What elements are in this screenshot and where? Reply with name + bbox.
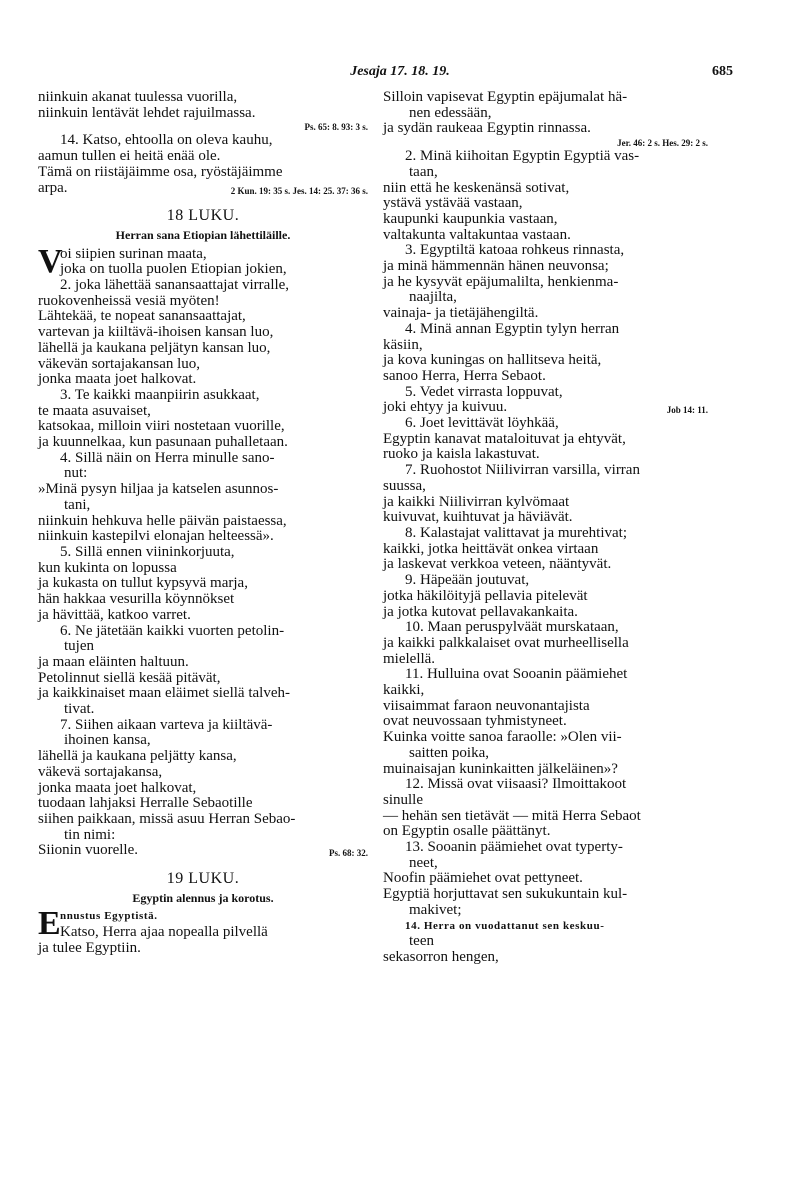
verse-line: oi siipien surinan maata, xyxy=(60,245,207,262)
verse-line: »Minä pysyn hiljaa ja katselen asunnos- xyxy=(38,481,279,498)
verse-line: neet, xyxy=(409,854,438,871)
cross-reference: Ps. 65: 8. 93: 3 s. xyxy=(304,122,368,133)
verse-line: 14. Katso, ehtoolla on oleva kauhu, xyxy=(60,132,273,149)
verse-line: hän hakkaa vesurilla köynnökset xyxy=(38,591,235,608)
verse-line: lähellä ja kaukana peljätyn kansan luo, xyxy=(38,339,271,356)
verse-block xyxy=(383,416,708,966)
verse-line: ja minä hämmennän hänen neuvonsa; xyxy=(383,258,609,275)
verse-line: kaikki, xyxy=(383,682,425,699)
chapter-subtitle: Herran sana Etiopian lähettiläille. xyxy=(115,227,291,242)
verse-line: tivat. xyxy=(64,701,95,718)
verse-line: 6. Joet levittävät löyhkää, xyxy=(405,415,559,432)
verse-line: naajilta, xyxy=(409,289,457,306)
verse-line: 4. Sillä näin on Herra minulle sano- xyxy=(60,449,275,466)
verse-line: niinkuin kastepilvi elonajan helteessä». xyxy=(38,528,274,545)
verse-line: ja kaikki Niilivirran kylvömaat xyxy=(383,493,570,510)
page-number: 685 xyxy=(712,64,733,79)
drop-cap: V xyxy=(38,242,63,280)
right-column xyxy=(383,90,708,966)
verse-line: 5. Vedet virrasta loppuvat, xyxy=(405,383,563,400)
verse-line: aamun tullen ei heitä enää ole. xyxy=(38,148,221,165)
verse-line: ystävä ystävää vastaan, xyxy=(383,195,523,212)
verse-line: on Egyptin osalle päättänyt. xyxy=(383,823,551,840)
verse-line: lähellä ja kaukana peljätty kansa, xyxy=(38,748,237,765)
cross-reference: Jer. 46: 2 s. Hes. 29: 2 s. xyxy=(617,138,708,149)
verse-line: niinkuin akanat tuulessa vuorilla, xyxy=(38,89,238,105)
verse-line: ja laskevat verkkoa veteen, nääntyvät. xyxy=(383,556,612,573)
verse-line: saitten poika, xyxy=(409,744,489,761)
verse-line: Katso, Herra ajaa nopealla pilvellä xyxy=(60,924,268,941)
verse-line: nen edessään, xyxy=(409,104,492,121)
verse-line: siihen paikkaan, missä asuu Herran Sebao- xyxy=(38,810,296,827)
verse-line: ruokovenheissä vesiä myöten! xyxy=(38,292,220,309)
verse-line: jonka maata joet halkovat, xyxy=(38,779,197,796)
verse-line: Egyptiä horjuttavat sen sukukuntain kul- xyxy=(383,886,628,903)
verse-line: väkevän sortajakansan luo, xyxy=(38,355,201,372)
verse-block xyxy=(38,133,368,180)
verse-line: 7. Ruohostot Niilivirran varsilla, virran xyxy=(405,462,640,479)
verse-line: ruoko ja kaisla lakastuvat. xyxy=(383,446,540,463)
verse-line: tuodaan lahjaksi Herralle Sebaotille xyxy=(38,795,253,812)
verse-line: viisaimmat faraon neuvonantajista xyxy=(383,697,590,714)
verse-line: 3. Egyptiltä katoaa rohkeus rinnasta, xyxy=(405,242,625,259)
verse-line: Egyptin kanavat mataloituvat ja ehtyvät, xyxy=(383,430,626,447)
verse-line: — hehän sen tietävät — mitä Herra Sebaot xyxy=(383,807,641,824)
verse-line: 6. Ne jätetään kaikki vuorten petolin- xyxy=(60,622,285,639)
verse-line: ja sydän raukeaa Egyptin rinnassa. xyxy=(383,120,591,137)
verse-line: jotka häkilöityjä pellavia pitelevät xyxy=(383,587,588,604)
verse-line: sinulle xyxy=(383,791,423,808)
verse-line: Silloin vapisevat Egyptin epäjumalat hä- xyxy=(383,89,628,105)
verse-line: Kuinka voitte sanoa faraolle: »Olen vii- xyxy=(383,729,622,746)
cross-reference: Job 14: 11. xyxy=(666,405,708,416)
verse-line: muinaisajan kuninkaitten jälkeläinen»? xyxy=(383,760,618,777)
verse-line: teen xyxy=(409,933,434,950)
verse-line: ja maan eläinten haltuun. xyxy=(38,653,189,670)
verse-line: kun kukinta on lopussa xyxy=(38,559,177,576)
verse-line: sanoo Herra, Herra Sebaot. xyxy=(383,367,546,384)
verse-line: nnustus Egyptistä. xyxy=(60,910,158,923)
verse-line: Tämä on riistäjäimme osa, ryöstäjäimme xyxy=(38,163,283,180)
verse-line: mielellä. xyxy=(383,650,436,667)
verse-line: te maata asuvaiset, xyxy=(38,402,151,419)
verse-block xyxy=(383,90,708,137)
cross-reference: Ps. 68: 32. xyxy=(329,848,368,859)
verse-line: ovat neuvossaan tyhmistyneet. xyxy=(383,713,567,730)
verse-line: katsokaa, milloin viiri nostetaan vuorille, xyxy=(38,418,285,435)
verse-line: vainaja- ja tietäjähengiltä. xyxy=(383,305,539,322)
verse-line: käsiin, xyxy=(383,336,423,353)
verse-line: joki ehtyy ja kuivuu. Job 14: 11. xyxy=(383,400,708,416)
verse-line: sekasorron hengen, xyxy=(383,948,499,965)
verse-line: niinkuin lentävät lehdet rajuilmassa. xyxy=(38,104,256,121)
verse-line: 5. Sillä ennen viininkorjuuta, xyxy=(60,543,235,560)
verse-line: jonka maata joet halkovat. xyxy=(38,371,197,388)
verse-line: kuivuvat, kuihtuvat ja häviävät. xyxy=(383,509,573,526)
running-title: Jesaja 17. 18. 19. xyxy=(350,64,450,79)
verse-line: ja kukasta on tullut kypsyvä marja, xyxy=(38,575,248,592)
verse-line: Lähtekää, te nopeat sanansaattajat, xyxy=(38,308,246,325)
verse-line: niinkuin hehkuva helle päivän paistaessa, xyxy=(38,512,287,529)
chapter-opening xyxy=(38,242,368,280)
verse-line: tin nimi: xyxy=(64,826,116,843)
verse-line: ja hävittää, katkoo varret. xyxy=(38,606,191,623)
drop-cap: E xyxy=(38,905,61,943)
verse-line: ja he kysyvät epäjumalilta, henkienma- xyxy=(383,273,619,290)
verse-line: 9. Häpeään joutuvat, xyxy=(405,572,530,589)
verse-line: 3. Te kaikki maanpiirin asukkaat, xyxy=(60,386,260,403)
verse-line: 8. Kalastajat valittavat ja murehtivat; xyxy=(405,524,628,541)
verse-line: tani, xyxy=(64,496,91,513)
left-column xyxy=(38,90,368,957)
verse-block xyxy=(38,278,368,843)
verse-line: taan, xyxy=(409,163,438,180)
chapter-subtitle: Egyptin alennus ja korotus. xyxy=(132,890,274,905)
verse-line: tujen xyxy=(64,638,94,655)
chapter-heading: 18 LUKU. xyxy=(166,207,240,225)
verse-line: arpa. 2 Kun. 19: 35 s. Jes. 14: 25. 37: 36 s. xyxy=(38,181,368,197)
verse-line: 2. joka lähettää sanansaattajat virralle, xyxy=(60,277,290,294)
verse-line: Siionin vuorelle. Ps. 68: 32. xyxy=(38,843,368,859)
verse-line: 10. Maan peruspylväät murskataan, xyxy=(405,619,619,636)
verse-line: nut: xyxy=(64,465,88,482)
verse-line: ja tulee Egyptiin. xyxy=(38,939,141,956)
verse-line: 11. Hulluina ovat Sooanin päämiehet xyxy=(405,666,628,683)
verse-line: väkevä sortajakansa, xyxy=(38,763,163,780)
verse-line: joka on tuolla puolen Etiopian jokien, xyxy=(60,261,287,278)
chapter-heading: 19 LUKU. xyxy=(166,870,240,888)
verse-line: ja kuunnelkaa, kun pasunaan puhalletaan. xyxy=(38,434,288,451)
verse-line: Petolinnut siellä kesää pitävät, xyxy=(38,669,221,686)
verse-line: kaikki, jotka heittävät onkea virtaan xyxy=(383,540,599,557)
verse-line: ja kaikkinaiset maan eläimet siellä talveh- xyxy=(38,685,290,702)
verse-line: Noofin päämiehet ovat pettyneet. xyxy=(383,870,583,887)
verse-line: 2. Minä kiihoitan Egyptin Egyptiä vas- xyxy=(405,148,640,165)
verse-line: ja kova kuningas on hallitseva heitä, xyxy=(383,352,602,369)
verse-line: ja jotka kutovat pellavakankaita. xyxy=(383,603,578,620)
verse-line: 4. Minä annan Egyptin tylyn herran xyxy=(405,320,620,337)
verse-line: niin että he keskenänsä sotivat, xyxy=(383,179,570,196)
verse-block xyxy=(38,90,368,121)
verse-line: suussa, xyxy=(383,477,426,494)
verse-line: 7. Siihen aikaan varteva ja kiiltävä- xyxy=(60,716,273,733)
verse-line: ja kaikki palkkalaiset ovat murheellisella xyxy=(383,634,629,651)
cross-reference: 2 Kun. 19: 35 s. Jes. 14: 25. 37: 36 s. xyxy=(230,185,368,196)
verse-line: ihoinen kansa, xyxy=(64,732,151,749)
verse-line: 14. Herra on vuodattanut sen keskuu- xyxy=(405,919,605,932)
verse-line: valtakunta valtakuntaa vastaan. xyxy=(383,226,571,243)
verse-line: kaupunki kaupunkia vastaan, xyxy=(383,210,558,227)
verse-line: 13. Sooanin päämiehet ovat typerty- xyxy=(405,839,623,856)
chapter-opening xyxy=(38,905,368,943)
verse-line: vartevan ja kiiltävä-ihoisen kansan luo, xyxy=(38,324,274,341)
verse-line: 12. Missä ovat viisaasi? Ilmoittakoot xyxy=(405,776,627,793)
verse-line: makivet; xyxy=(409,901,462,918)
verse-block xyxy=(383,149,708,400)
